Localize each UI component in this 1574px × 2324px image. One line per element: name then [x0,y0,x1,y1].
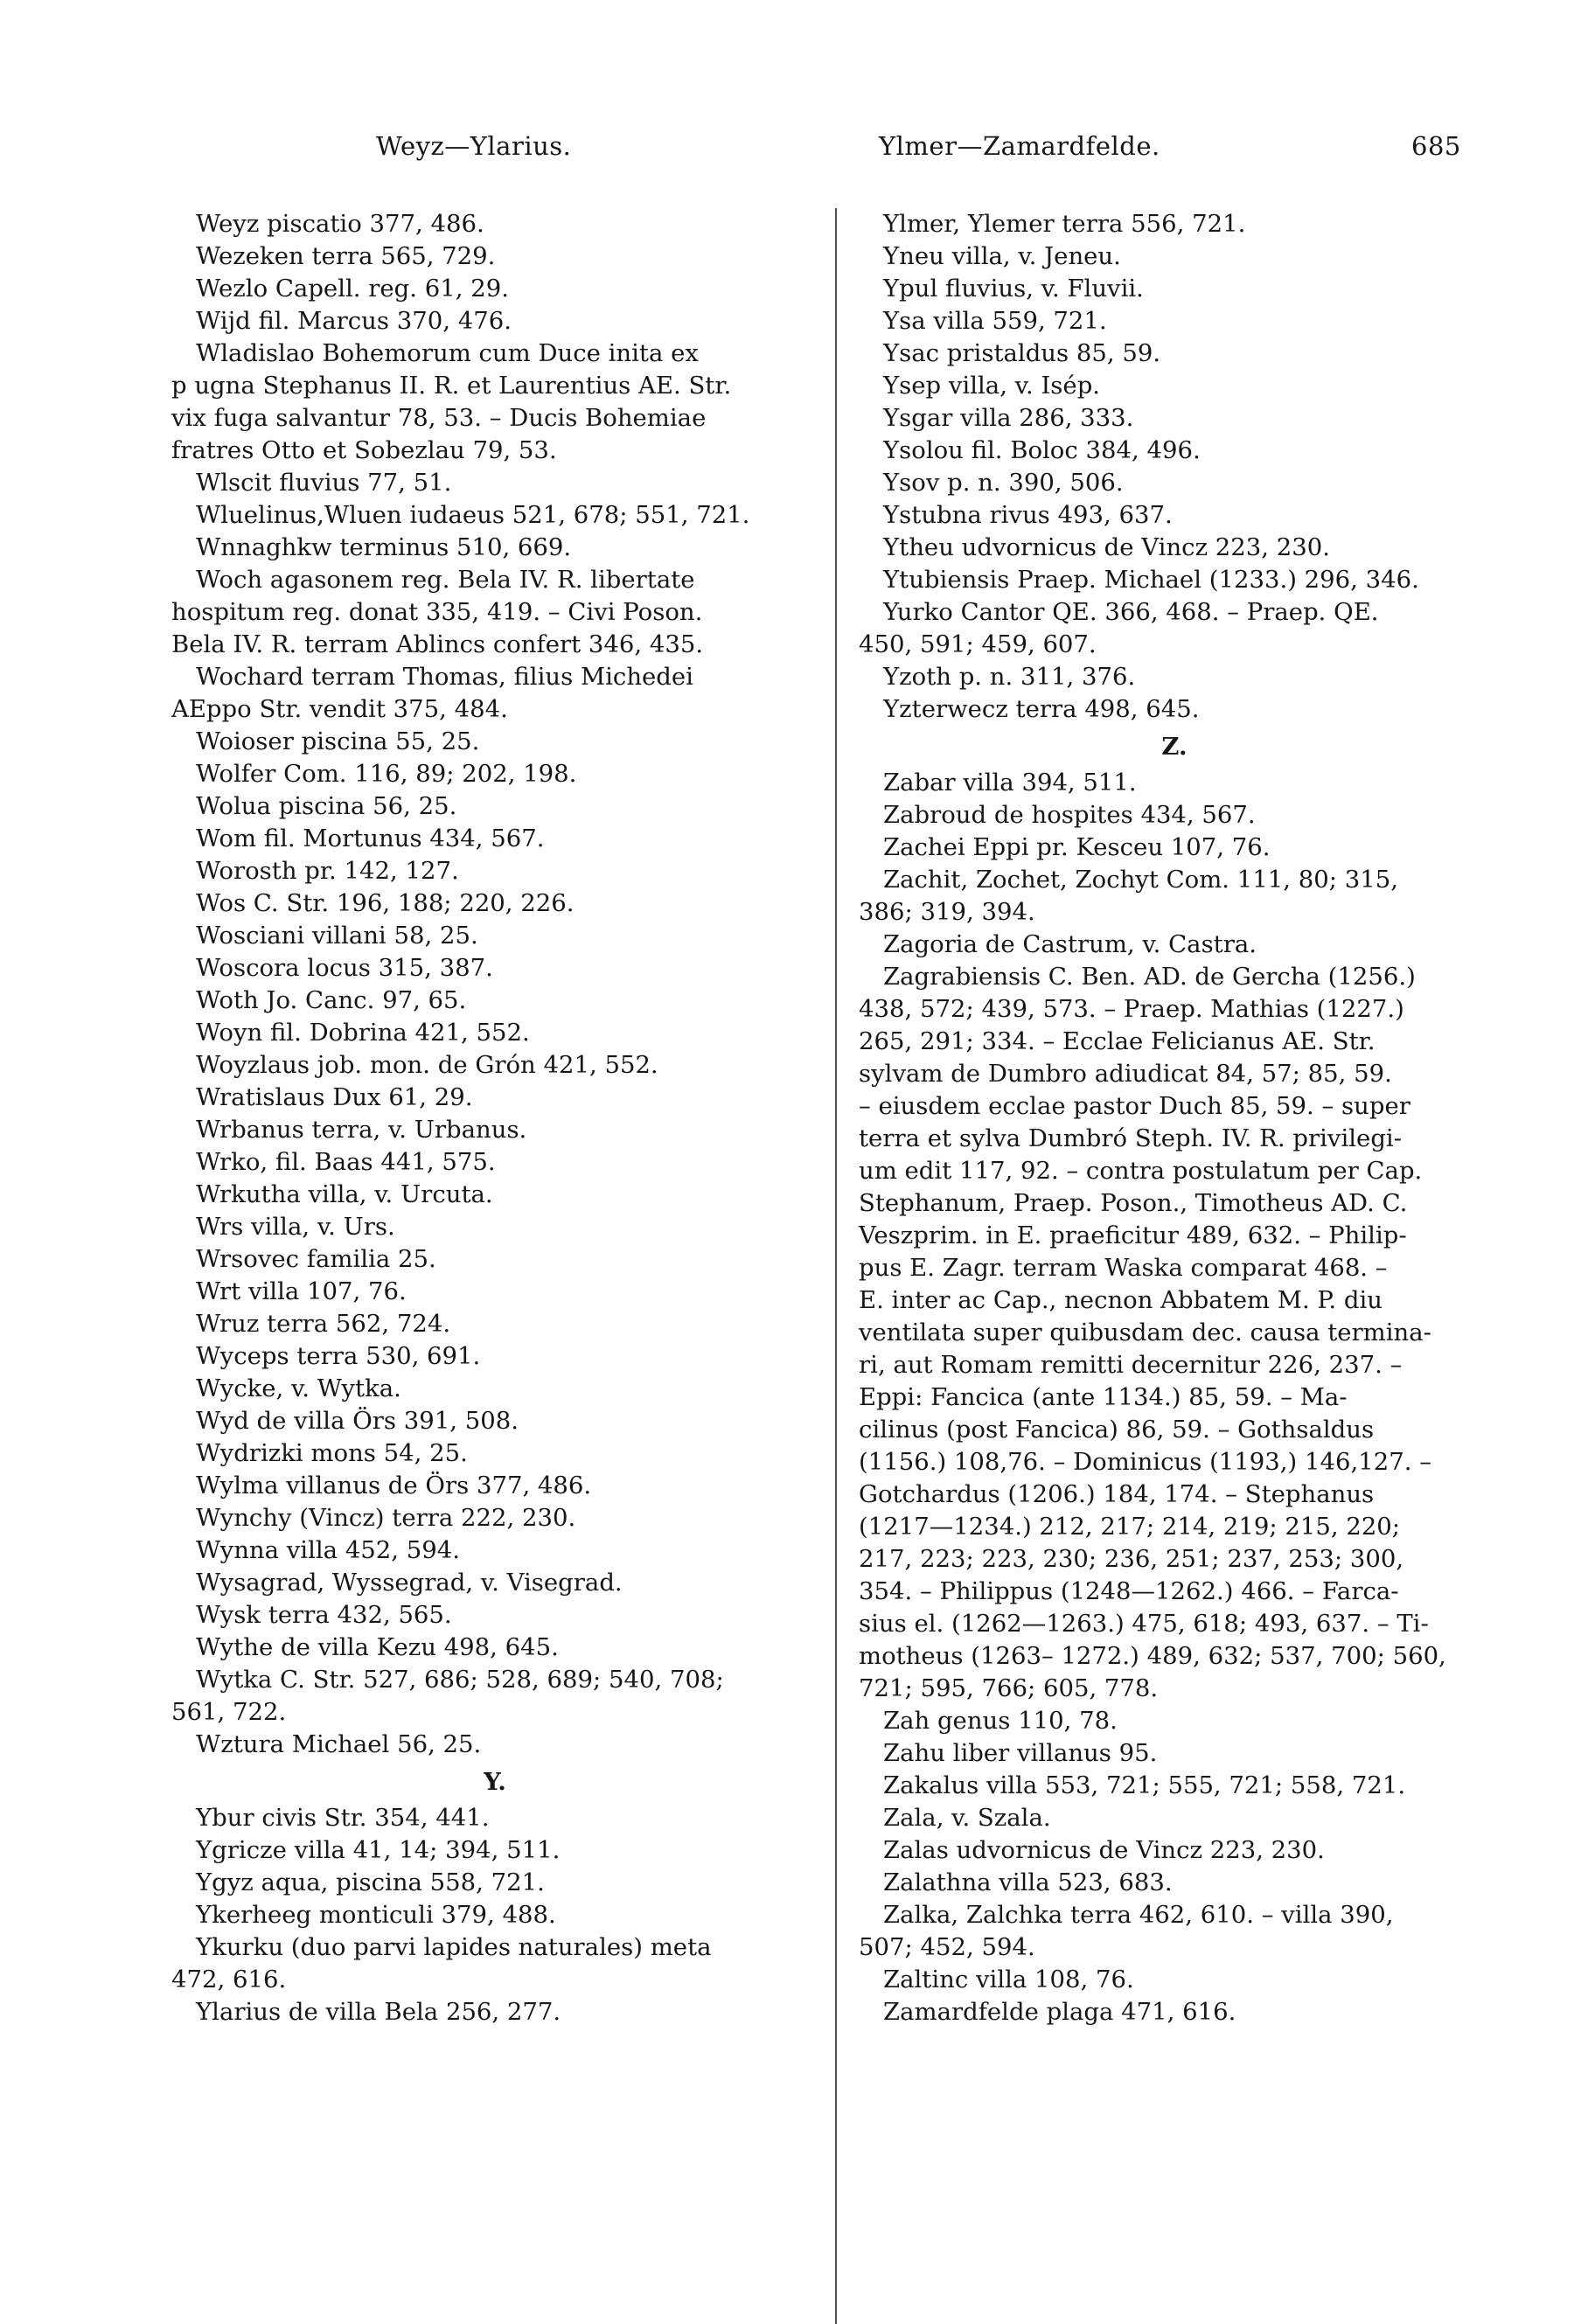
entry-line: Wladislao Bohemorum cum Duce inita ex [196,339,699,367]
index-entry [171,1049,818,1082]
entry-line: Ysolou fil. Boloc 384, 496. [883,436,1201,464]
entry-line: 450, 591; 459, 607. [859,630,1097,658]
entry-line: p ugna Stephanus II. R. et Laurentius AE. Str. [171,372,732,400]
entry-line: 354. – Philippus (1248—1262.) 466. – Farca- [859,1577,1399,1605]
entry-line: Ysac pristaldus 85, 59. [883,339,1161,367]
entry-line: Wyd de villa Örs 391, 508. [196,1407,519,1435]
index-entry [171,985,818,1017]
index-entry [171,1729,818,1761]
entry-line: Zahu liber villanus 95. [883,1739,1158,1767]
entry-line: ri, aut Romam remitti decernitur 226, 237. – [859,1351,1403,1379]
index-entry [859,767,1490,799]
entry-line: Eppi: Fancica (ante 1134.) 85, 59. – Ma- [859,1383,1348,1411]
index-entry [859,693,1490,726]
index-entry [171,1373,818,1405]
entry-line: Wrko, fil. Baas 441, 575. [196,1148,496,1176]
entry-line: E. inter ac Cap., necnon Abbatem M. P. diu [859,1286,1382,1314]
entry-line: Zalka, Zalchka terra 462, 610. – villa 390, [883,1901,1394,1929]
entry-line: Wijd fil. Marcus 370, 476. [196,307,512,335]
right-column [859,208,1490,2028]
left-column [171,208,818,2028]
entry-line: Wrsovec familia 25. [196,1245,436,1273]
entry-line: Wydrizki mons 54, 25. [196,1439,468,1467]
entry-line: (1156.) 108,76. – Dominicus (1193,) 146,127. – [859,1448,1431,1476]
entry-line: Ygricze villa 41, 14; 394, 511. [196,1836,561,1864]
index-entry [859,864,1490,929]
index-entry [859,1802,1490,1834]
index-entry [171,1437,818,1470]
entry-line: Wynna villa 452, 594. [196,1536,461,1564]
entry-line: Wlscit fluvius 77, 51. [196,469,452,497]
index-entry [859,208,1490,240]
entry-line: Zah genus 110, 78. [883,1707,1118,1735]
index-entry [171,1308,818,1340]
index-entry [859,305,1490,337]
index-entry [171,1082,818,1114]
entry-line: Zabar villa 394, 511. [883,769,1137,797]
entry-line: Ybur civis Str. 354, 441. [196,1804,490,1832]
index-entry [859,1867,1490,1899]
index-entry [171,1899,818,1931]
entry-line: Woyzlaus job. mon. de Grón 421, 552. [196,1051,658,1079]
entry-line: Woch agasonem reg. Bela IV. R. libertate [196,566,695,594]
entry-line: Zalas udvornicus de Vincz 223, 230. [883,1836,1325,1864]
index-entry [859,831,1490,864]
entry-line: sius el. (1262—1263.) 475, 618; 493, 637. – Ti- [859,1610,1429,1638]
entry-line: Wytka C. Str. 527, 686; 528, 689; 540, 708; [196,1666,724,1694]
entry-line: hospitum reg. donat 335, 419. – Civi Poson. [171,598,703,626]
index-entry [171,240,818,273]
entry-line: Wysagrad, Wyssegrad, v. Visegrad. [196,1569,623,1597]
index-entry [171,564,818,661]
entry-line: Wosciani villani 58, 25. [196,922,478,950]
running-header [0,131,1574,175]
right-entries [859,208,1490,726]
header-right: Ylmer—Zamardfelde. [879,131,1160,161]
entry-line: 265, 291; 334. – Ecclae Felicianus AE. Str. [859,1027,1376,1055]
index-entry [171,1664,818,1729]
index-entry [859,929,1490,961]
index-entry [171,823,818,855]
entry-line: Wrkutha villa, v. Urcuta. [196,1180,493,1208]
header-left: Weyz—Ylarius. [376,131,572,161]
entry-line: Wztura Michael 56, 25. [196,1730,482,1758]
entry-line: Ysep villa, v. Isép. [883,372,1101,400]
index-entry [859,435,1490,467]
entry-line: Weyz piscatio 377, 486. [196,210,484,238]
entry-line: Wezlo Capell. reg. 61, 29. [196,275,509,303]
index-entry [171,467,818,499]
index-entry [859,1899,1490,1964]
entry-line: Zakalus villa 553, 721; 555, 721; 558, 721. [883,1771,1406,1799]
entry-line: Gotchardus (1206.) 184, 174. – Stephanus [859,1480,1375,1508]
index-entry [859,337,1490,370]
entry-line: Wyceps terra 530, 691. [196,1342,481,1370]
index-entry [171,1996,818,2028]
entry-line: Ylarius de villa Bela 256, 277. [196,1998,561,2026]
entry-line: Zamardfelde plaga 471, 616. [883,1998,1236,2026]
entry-line: 507; 452, 594. [859,1933,1035,1961]
index-entry [859,661,1490,693]
entry-line: Ygyz aqua, piscina 558, 721. [196,1868,545,1896]
entry-line: Wynchy (Vincz) terra 222, 230. [196,1504,576,1532]
index-entry [171,273,818,305]
entry-line: Wochard terram Thomas, filius Michedei [196,663,693,691]
entry-line: Ylmer, Ylemer terra 556, 721. [883,210,1246,238]
entry-line: ventilata super quibusdam dec. causa termina- [859,1319,1431,1346]
index-entry [171,952,818,985]
entry-line: 721; 595, 766; 605, 778. [859,1674,1159,1702]
entry-line: Wom fil. Mortunus 434, 567. [196,825,545,852]
entry-line: Ysa villa 559, 721. [883,307,1107,335]
index-entry [859,1770,1490,1802]
index-entry [859,1834,1490,1867]
entry-line: Zalathna villa 523, 683. [883,1868,1173,1896]
entry-line: Wrbanus terra, v. Urbanus. [196,1116,527,1144]
index-entry [171,1146,818,1179]
index-entry [171,1211,818,1243]
entry-line: Wezeken terra 565, 729. [196,242,496,270]
entry-line: Wythe de villa Kezu 498, 645. [196,1633,559,1661]
index-entry [171,1632,818,1664]
entry-line: Bela IV. R. terram Ablincs confert 346, 435. [171,630,704,658]
entry-line: Yurko Cantor QE. 366, 468. – Praep. QE. [883,598,1379,626]
index-entry [171,855,818,887]
index-entry [171,1802,818,1834]
entry-line: Wolua piscina 56, 25. [196,792,457,820]
entry-line: Yzterwecz terra 498, 645. [883,695,1200,723]
right-entries-z [859,767,1490,2028]
entry-line: Zachit, Zochet, Zochyt Com. 111, 80; 315, [883,866,1398,894]
entry-line: terra et sylva Dumbró Steph. IV. R. privilegi- [859,1124,1403,1152]
index-entry [859,499,1490,532]
index-entry [171,1017,818,1049]
section-heading-y: Y. [484,1768,506,1796]
index-entry [859,1964,1490,1996]
entry-line: Wylma villanus de Örs 377, 486. [196,1472,592,1499]
index-entry [859,961,1490,1705]
entry-line: Ysgar villa 286, 333. [883,404,1134,432]
entry-line: Woscora locus 315, 387. [196,954,493,982]
entry-line: Yneu villa, v. Jeneu. [883,242,1121,270]
index-entry [171,499,818,532]
entry-line: Veszprim. in E. praeficitur 489, 632. – Philip- [859,1221,1407,1249]
index-entry [171,920,818,952]
index-entry [859,273,1490,305]
entry-line: Ysov p. n. 390, 506. [883,469,1124,497]
index-entry [171,1931,818,1996]
index-entry [859,370,1490,402]
entry-line: 438, 572; 439, 573. – Praep. Mathias (1227.) [859,995,1404,1023]
entry-line: Ypul fluvius, v. Fluvii. [883,275,1144,303]
index-entry [171,758,818,790]
index-entry [859,596,1490,661]
index-entry [859,564,1490,596]
index-entry [171,305,818,337]
index-entry [171,1470,818,1502]
index-entry [171,1599,818,1632]
index-entry [171,887,818,920]
index-entry [171,1534,818,1567]
index-entry [859,532,1490,564]
entry-line: Ytheu udvornicus de Vincz 223, 230. [883,533,1331,561]
entry-line: Wruz terra 562, 724. [196,1310,451,1338]
index-entry [859,1996,1490,2028]
index-entry [171,532,818,564]
entry-line: Ytubiensis Praep. Michael (1233.) 296, 346. [883,566,1419,594]
column-divider [835,208,837,2324]
entry-line: Zachei Eppi pr. Kesceu 107, 76. [883,833,1271,861]
index-entry [859,799,1490,831]
entry-line: cilinus (post Fancica) 86, 59. – Gothsaldus [859,1416,1375,1444]
entry-line: Wrs villa, v. Urs. [196,1213,395,1241]
entry-line: AEppo Str. vendit 375, 484. [171,695,508,723]
entry-line: Wluelinus,Wluen iudaeus 521, 678; 551, 721. [196,501,750,529]
entry-line: 386; 319, 394. [859,898,1035,926]
entry-line: Zagrabiensis C. Ben. AD. de Gercha (1256.) [883,963,1416,991]
entry-line: Wysk terra 432, 565. [196,1601,452,1629]
index-entry [859,240,1490,273]
index-entry [171,1867,818,1899]
index-entry [171,1179,818,1211]
entry-line: Yzoth p. n. 311, 376. [883,663,1136,691]
left-entries-y [171,1802,818,2028]
entry-line: Zagoria de Castrum, v. Castra. [883,930,1257,958]
entry-line: Woioser piscina 55, 25. [196,727,480,755]
entry-line: Worosth pr. 142, 127. [196,857,459,885]
index-entry [171,1340,818,1373]
index-entry [171,1502,818,1534]
index-entry [171,1114,818,1146]
page-number: 685 [1411,131,1461,161]
entry-line: Zabroud de hospites 434, 567. [883,801,1256,829]
entry-line: 217, 223; 223, 230; 236, 251; 237, 253; 300, [859,1545,1404,1573]
index-entry [171,1834,818,1867]
entry-line: pus E. Zagr. terram Waska comparat 468. – [859,1254,1388,1282]
entry-line: motheus (1263– 1272.) 489, 632; 537, 700; 560, [859,1642,1446,1670]
index-entry [171,1405,818,1437]
entry-line: Wrt villa 107, 76. [196,1277,407,1305]
index-entry [171,208,818,240]
entry-line: Ykurku (duo parvi lapides naturales) meta [196,1933,712,1961]
entry-line: Wolfer Com. 116, 89; 202, 198. [196,760,577,788]
entry-line: Wos C. Str. 196, 188; 220, 226. [196,889,575,917]
entry-line: fratres Otto et Sobezlau 79, 53. [171,436,557,464]
index-entry [171,726,818,758]
entry-line: Wycke, v. Wytka. [196,1374,401,1402]
entry-line: Ystubna rivus 493, 637. [883,501,1173,529]
entry-line: Zala, v. Szala. [883,1804,1051,1832]
entry-line: vix fuga salvantur 78, 53. – Ducis Bohemiae [171,404,707,432]
index-entry [171,661,818,726]
entry-line: um edit 117, 92. – contra postulatum per Cap. [859,1157,1423,1185]
index-entry [171,790,818,823]
section-heading-z: Z. [1161,733,1187,761]
index-entry [171,1567,818,1599]
entry-line: Stephanum, Praep. Poson., Timotheus AD. C. [859,1189,1408,1217]
index-entry [859,402,1490,435]
entry-line: Zaltinc villa 108, 76. [883,1966,1134,1993]
index-entry [171,337,818,467]
entry-line: 561, 722. [171,1698,287,1726]
left-entries [171,208,818,1761]
index-entry [859,467,1490,499]
entry-line: Wratislaus Dux 61, 29. [196,1083,473,1111]
entry-line: Wnnaghkw terminus 510, 669. [196,533,572,561]
index-entry [171,1243,818,1276]
entry-line: sylvam de Dumbro adiudicat 84, 57; 85, 59. [859,1060,1392,1088]
entry-line: – eiusdem ecclae pastor Duch 85, 59. – super [859,1092,1410,1120]
entry-line: (1217—1234.) 212, 217; 214, 219; 215, 220; [859,1513,1401,1541]
index-entry [859,1705,1490,1737]
entry-line: 472, 616. [171,1966,287,1993]
entry-line: Woth Jo. Canc. 97, 65. [196,986,467,1014]
entry-line: Woyn fil. Dobrina 421, 552. [196,1019,530,1047]
index-entry [859,1737,1490,1770]
index-entry [171,1276,818,1308]
entry-line: Ykerheeg monticuli 379, 488. [196,1901,556,1929]
